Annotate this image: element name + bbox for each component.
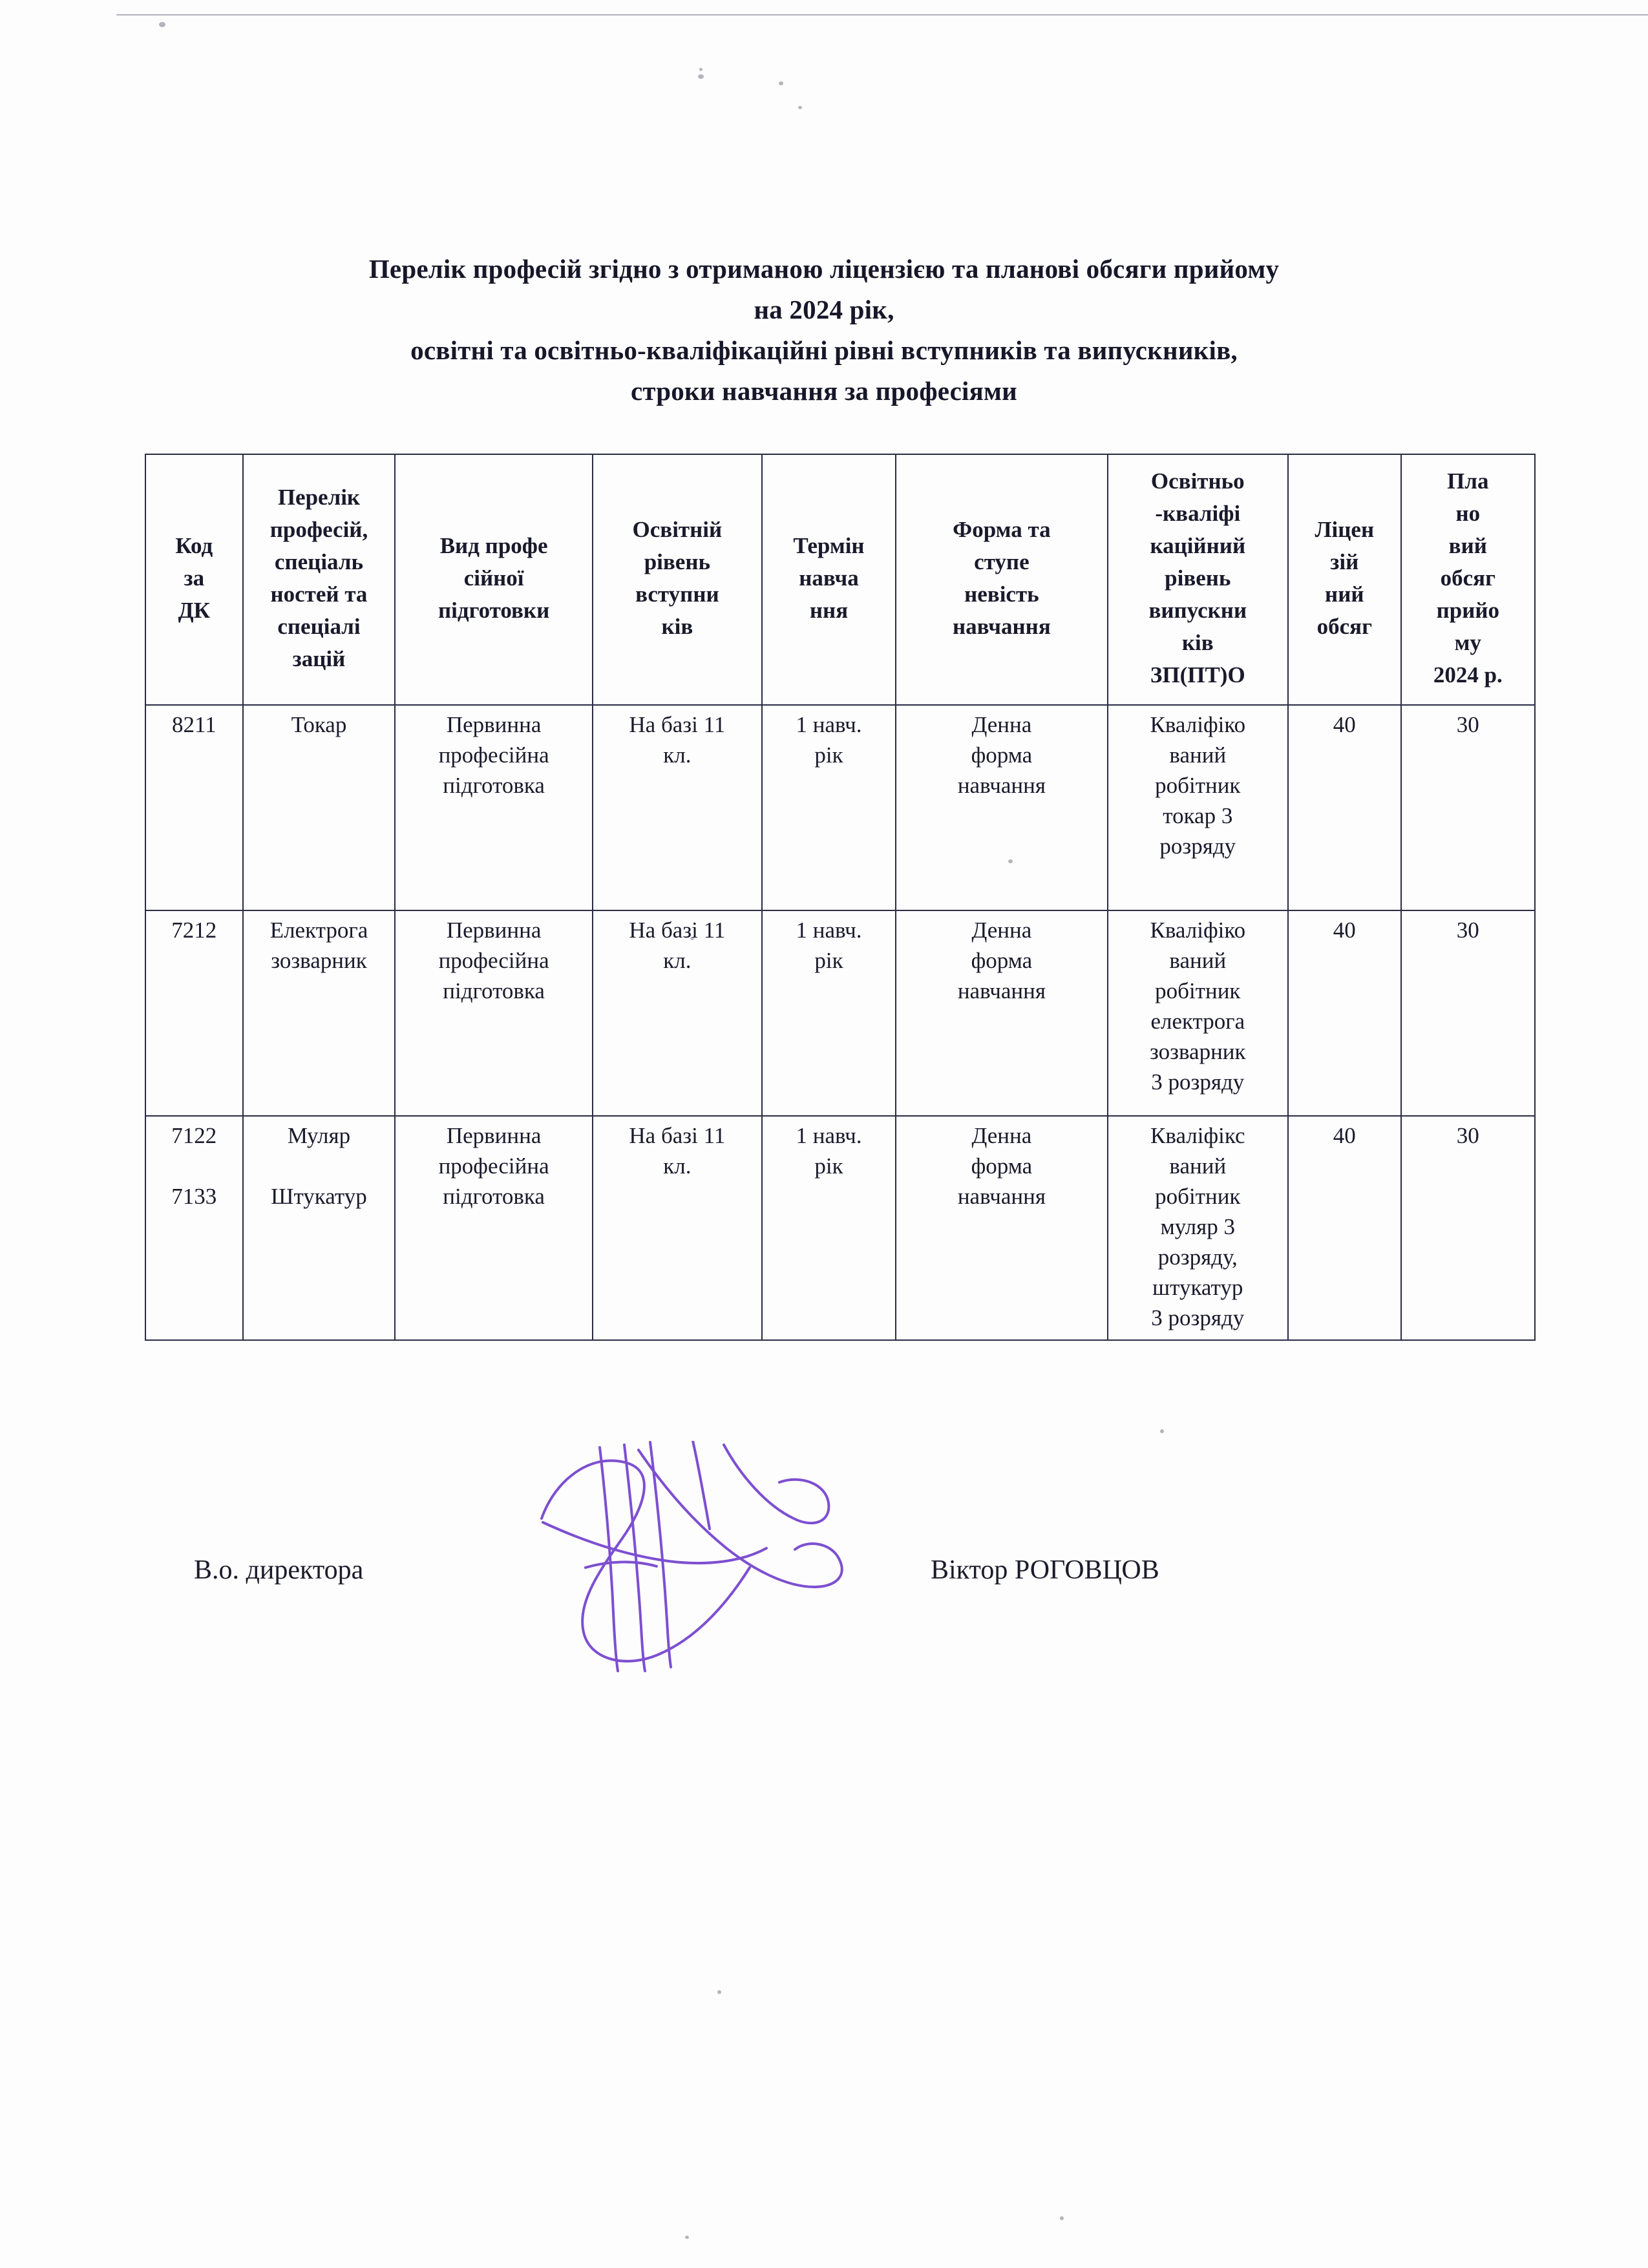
cell-graduate-level: Кваліфіко ваний робітник електрога зозварник 3 розряду: [1108, 910, 1288, 1116]
cell-license-volume: 40: [1288, 705, 1401, 910]
title-line-4: строки навчання за професіями: [631, 376, 1017, 406]
scan-speck: [1060, 2216, 1064, 2220]
cell-spacer: [246, 1151, 392, 1181]
scan-speck: [685, 2236, 689, 2239]
cell-graduate-level: Кваліфіко ваний робітник токар 3 розряду: [1108, 705, 1288, 910]
col-header-form: Форма та ступе невість навчання: [896, 454, 1107, 705]
cell-spacer: [149, 1151, 240, 1181]
cell-entrant-level: На базі 11 кл.: [593, 1116, 762, 1340]
cell-term: 1 навч. рік: [762, 910, 896, 1116]
cell-profession: Токар: [243, 705, 396, 910]
col-header-profession: Перелік професій, спеціаль ностей та спеціалі зацій: [243, 454, 396, 705]
scan-speck: [159, 22, 165, 27]
title-line-2: на 2024 рік,: [754, 295, 894, 324]
cell-training-type: Первинна професійна підготовка: [395, 1116, 593, 1340]
col-header-license-volume: Ліцен зій ний обсяг: [1288, 454, 1401, 705]
signatory-role: В.о. директора: [194, 1555, 364, 1585]
cell-form: Денна форма навчання: [896, 1116, 1107, 1340]
cell-training-type: Первинна професійна підготовка: [395, 705, 593, 910]
cell-entrant-level: На базі 11 кл.: [593, 705, 762, 910]
scan-speck: [717, 1990, 721, 1994]
title-line-1: Перелік професій згідно з отриманою ліцензією та планові обсяги прийому: [368, 254, 1280, 284]
cell-training-type: Первинна професійна підготовка: [395, 910, 593, 1116]
signature-row: [194, 1551, 1293, 1609]
signatory-name: Віктор РОГОВЦОВ: [931, 1555, 1159, 1585]
table-row: [145, 910, 1535, 1116]
scan-speck: [779, 81, 783, 85]
col-header-graduate-level: Освітньо -кваліфі каційний рівень випускни ків ЗП(ПТ)О: [1108, 454, 1288, 705]
cell-planned-volume: 30: [1401, 705, 1535, 910]
scan-edge-line: [116, 14, 1648, 16]
cell-term: 1 навч. рік: [762, 705, 896, 910]
cell-code: 7212: [145, 910, 243, 1116]
cell-entrant-level: На базі 11 кл.: [593, 910, 762, 1116]
col-header-term: Термін навча ння: [762, 454, 896, 705]
professions-table: [145, 454, 1536, 1341]
scan-speck: [1160, 1429, 1164, 1433]
scan-speck: [798, 106, 802, 109]
cell-profession: Електрога зозварник: [243, 910, 396, 1116]
cell-profession: Муляр Штукатур: [243, 1116, 396, 1340]
table-header-row: [145, 454, 1535, 705]
col-header-code: Код за ДК: [145, 454, 243, 705]
cell-form: Денна форма навчання: [896, 910, 1107, 1116]
scan-speck: [699, 68, 703, 71]
cell-code: 8211: [145, 705, 243, 910]
page-title: [129, 249, 1519, 412]
cell-graduate-level: Кваліфікс ваний робітник муляр 3 розряду, штукатур 3 розряду: [1108, 1116, 1288, 1340]
table-row: [145, 1116, 1535, 1340]
cell-license-volume: 40: [1288, 1116, 1401, 1340]
title-line-3: освітні та освітньо-кваліфікаційні рівні вступників та випускників,: [410, 335, 1238, 365]
cell-planned-volume: 30: [1401, 1116, 1535, 1340]
cell-planned-volume: 30: [1401, 910, 1535, 1116]
scan-speck: [698, 74, 704, 79]
col-header-training-type: Вид профе сійної підготовки: [395, 454, 593, 705]
col-header-entrant-level: Освітній рівень вступни ків: [593, 454, 762, 705]
cell-term: 1 навч. рік: [762, 1116, 896, 1340]
col-header-planned-volume: Пла но вий обсяг прийо му 2024 р.: [1401, 454, 1535, 705]
cell-license-volume: 40: [1288, 910, 1401, 1116]
cell-form: Денна форма навчання: [896, 705, 1107, 910]
cell-code: 7122 7133: [145, 1116, 243, 1340]
table-row: [145, 705, 1535, 910]
